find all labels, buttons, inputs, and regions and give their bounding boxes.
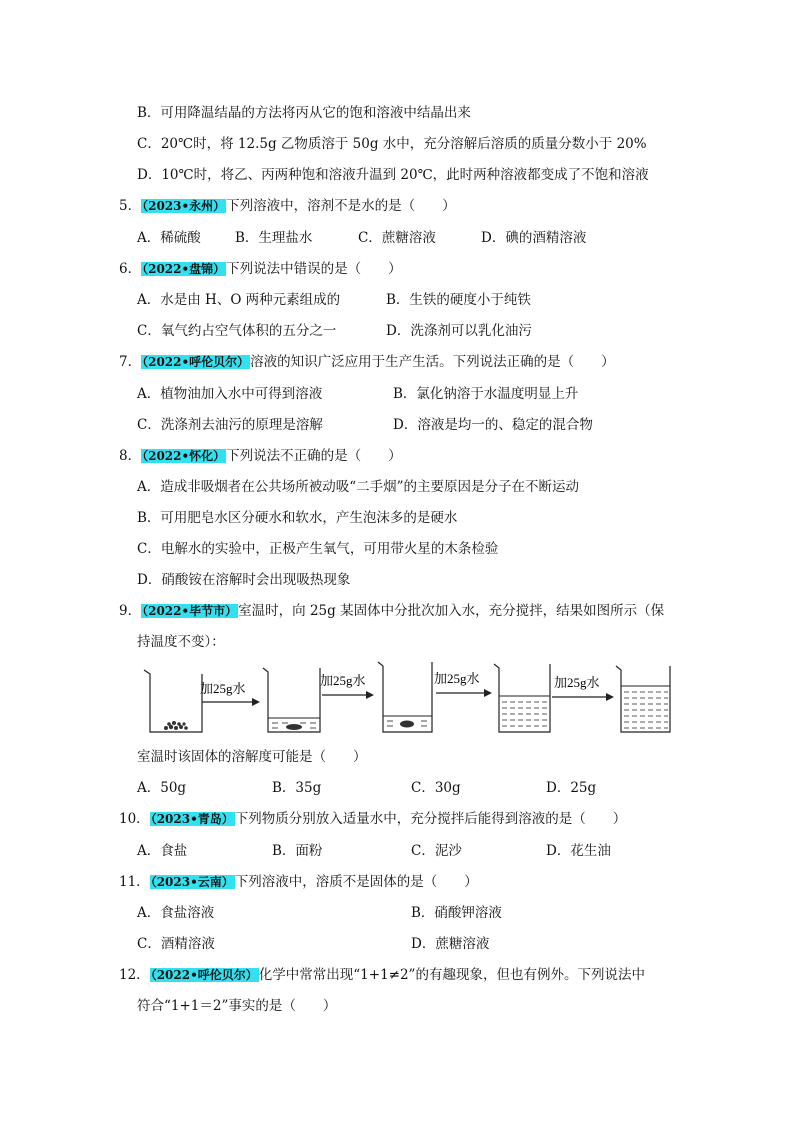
arrow-3 bbox=[434, 671, 492, 697]
source-tag: （2022•呼伦贝尔） bbox=[150, 968, 258, 982]
q10-option-b: B．面粉 bbox=[272, 843, 323, 859]
question-text: 下列溶液中，溶剂不是水的是（ ） bbox=[226, 198, 456, 214]
source-tag: （2022•呼伦贝尔） bbox=[142, 355, 250, 369]
q6-option-d: D．洗涤剂可以乳化油污 bbox=[386, 323, 532, 339]
source-tag: （2023•青岛） bbox=[150, 812, 234, 826]
arrow-2 bbox=[320, 673, 374, 699]
q9-option-a: A．50g bbox=[137, 780, 187, 796]
question-number: 7． bbox=[119, 354, 142, 370]
question-11-stem bbox=[119, 873, 478, 891]
q7-option-b: B．氯化钠溶于水温度明显上升 bbox=[393, 386, 579, 402]
q8-option-b: B．可用肥皂水区分硬水和软水，产生泡沫多的是硬水 bbox=[137, 510, 458, 526]
q8-option-a: A．造成非吸烟者在公共场所被动吸“二手烟”的主要原因是分子在不断运动 bbox=[137, 479, 580, 495]
arrow-label: 加25g水 bbox=[554, 675, 600, 690]
q5-option-a: A．稀硫酸 bbox=[137, 230, 201, 246]
question-number: 5． bbox=[119, 198, 142, 214]
question-number: 9． bbox=[119, 603, 142, 619]
beaker-2 bbox=[263, 668, 320, 732]
q10-option-d: D．花生油 bbox=[546, 843, 611, 859]
q5-option-c: C．蔗糖溶液 bbox=[358, 230, 436, 246]
q7-option-d: D．溶液是均一的、稳定的混合物 bbox=[393, 417, 593, 433]
question-9-stem-cont: 持温度不变）： bbox=[137, 634, 225, 650]
question-number: 11． bbox=[119, 874, 150, 890]
question-number: 8． bbox=[119, 448, 142, 464]
q5-option-b: B．生理盐水 bbox=[235, 230, 313, 246]
question-7-stem bbox=[119, 353, 615, 371]
q7-option-a: A．植物油加入水中可得到溶液 bbox=[137, 386, 323, 402]
question-8-stem bbox=[119, 447, 402, 465]
solid-pile bbox=[164, 721, 188, 730]
source-tag: （2023•云南） bbox=[150, 875, 234, 889]
question-number: 10． bbox=[119, 811, 150, 827]
question-text: 下列说法不正确的是（ ） bbox=[226, 448, 402, 464]
q10-option-c: C．泥沙 bbox=[411, 843, 462, 859]
q6-option-a: A．水是由 H、O 两种元素组成的 bbox=[137, 292, 341, 308]
question-text: 下列说法中错误的是（ ） bbox=[226, 261, 402, 277]
q8-option-d: D．硝酸铵在溶解时会出现吸热现象 bbox=[137, 572, 351, 588]
question-6-stem bbox=[119, 260, 402, 278]
q11-option-b: B．硝酸钾溶液 bbox=[411, 905, 502, 921]
question-9-stem bbox=[119, 602, 664, 620]
question-number: 6． bbox=[119, 261, 142, 277]
q9-option-c: C．30g bbox=[411, 780, 461, 796]
beaker-5 bbox=[616, 666, 670, 732]
q9-option-d: D．25g bbox=[546, 780, 597, 796]
question-number: 12． bbox=[119, 967, 150, 983]
q4-option-c: C．20℃时，将 12.5g 乙物质溶于 50g 水中，充分溶解后溶质的质量分数小于 20% bbox=[137, 136, 647, 152]
question-12-stem-cont: 符合“1+1＝2”事实的是（ ） bbox=[137, 998, 337, 1014]
question-9-question: 室温时该固体的溶解度可能是（ ） bbox=[137, 749, 367, 765]
q8-option-c: C．电解水的实验中，正极产生氧气，可用带火星的木条检验 bbox=[137, 541, 499, 557]
arrow-label: 加25g水 bbox=[320, 673, 366, 688]
question-text: 下列物质分别放入适量水中，充分搅拌后能得到溶液的是（ ） bbox=[234, 811, 627, 827]
beaker-diagram bbox=[140, 660, 680, 736]
arrow-label: 加25g水 bbox=[200, 681, 246, 696]
q7-option-c: C．洗涤剂去油污的原理是溶解 bbox=[137, 417, 323, 433]
question-text: 化学中常常出现“1+1≠2”的有趣现象，但也有例外。下列说法中 bbox=[258, 967, 645, 983]
question-10-stem bbox=[119, 810, 626, 828]
arrow-label: 加25g水 bbox=[434, 671, 480, 686]
source-tag: （2022•毕节市） bbox=[142, 604, 238, 618]
q6-option-b: B．生铁的硬度小于纯铁 bbox=[386, 292, 531, 308]
q4-option-d: D．10℃时，将乙、丙两种饱和溶液升温到 20℃，此时两种溶液都变成了不饱和溶液 bbox=[137, 167, 649, 183]
question-5-stem bbox=[119, 197, 456, 215]
beaker-3 bbox=[378, 662, 432, 732]
q11-option-c: C．酒精溶液 bbox=[137, 936, 215, 952]
q4-option-b: B．可用降温结晶的方法将丙从它的饱和溶液中结晶出来 bbox=[137, 105, 471, 121]
arrow-1 bbox=[200, 681, 260, 706]
q5-option-d: D．碘的酒精溶液 bbox=[481, 230, 587, 246]
question-text: 下列溶液中，溶质不是固体的是（ ） bbox=[234, 874, 478, 890]
source-tag: （2022•盘锦） bbox=[142, 262, 226, 276]
arrow-4 bbox=[552, 675, 614, 701]
question-text: 溶液的知识广泛应用于生产生活。下列说法正确的是（ ） bbox=[250, 354, 615, 370]
q6-option-c: C．氧气约占空气体积的五分之一 bbox=[137, 323, 337, 339]
beaker-4 bbox=[494, 664, 550, 732]
source-tag: （2022•怀化） bbox=[142, 449, 226, 463]
q9-option-b: B．35g bbox=[272, 780, 322, 796]
question-text: 室温时，向 25g 某固体中分批次加入水，充分搅拌，结果如图所示（保 bbox=[238, 603, 665, 619]
q10-option-a: A．食盐 bbox=[137, 843, 188, 859]
q11-option-d: D．蔗糖溶液 bbox=[411, 936, 490, 952]
question-12-stem bbox=[119, 966, 645, 984]
beaker-1 bbox=[144, 670, 202, 732]
q11-option-a: A．食盐溶液 bbox=[137, 905, 215, 921]
source-tag: （2023•永州） bbox=[142, 199, 226, 213]
